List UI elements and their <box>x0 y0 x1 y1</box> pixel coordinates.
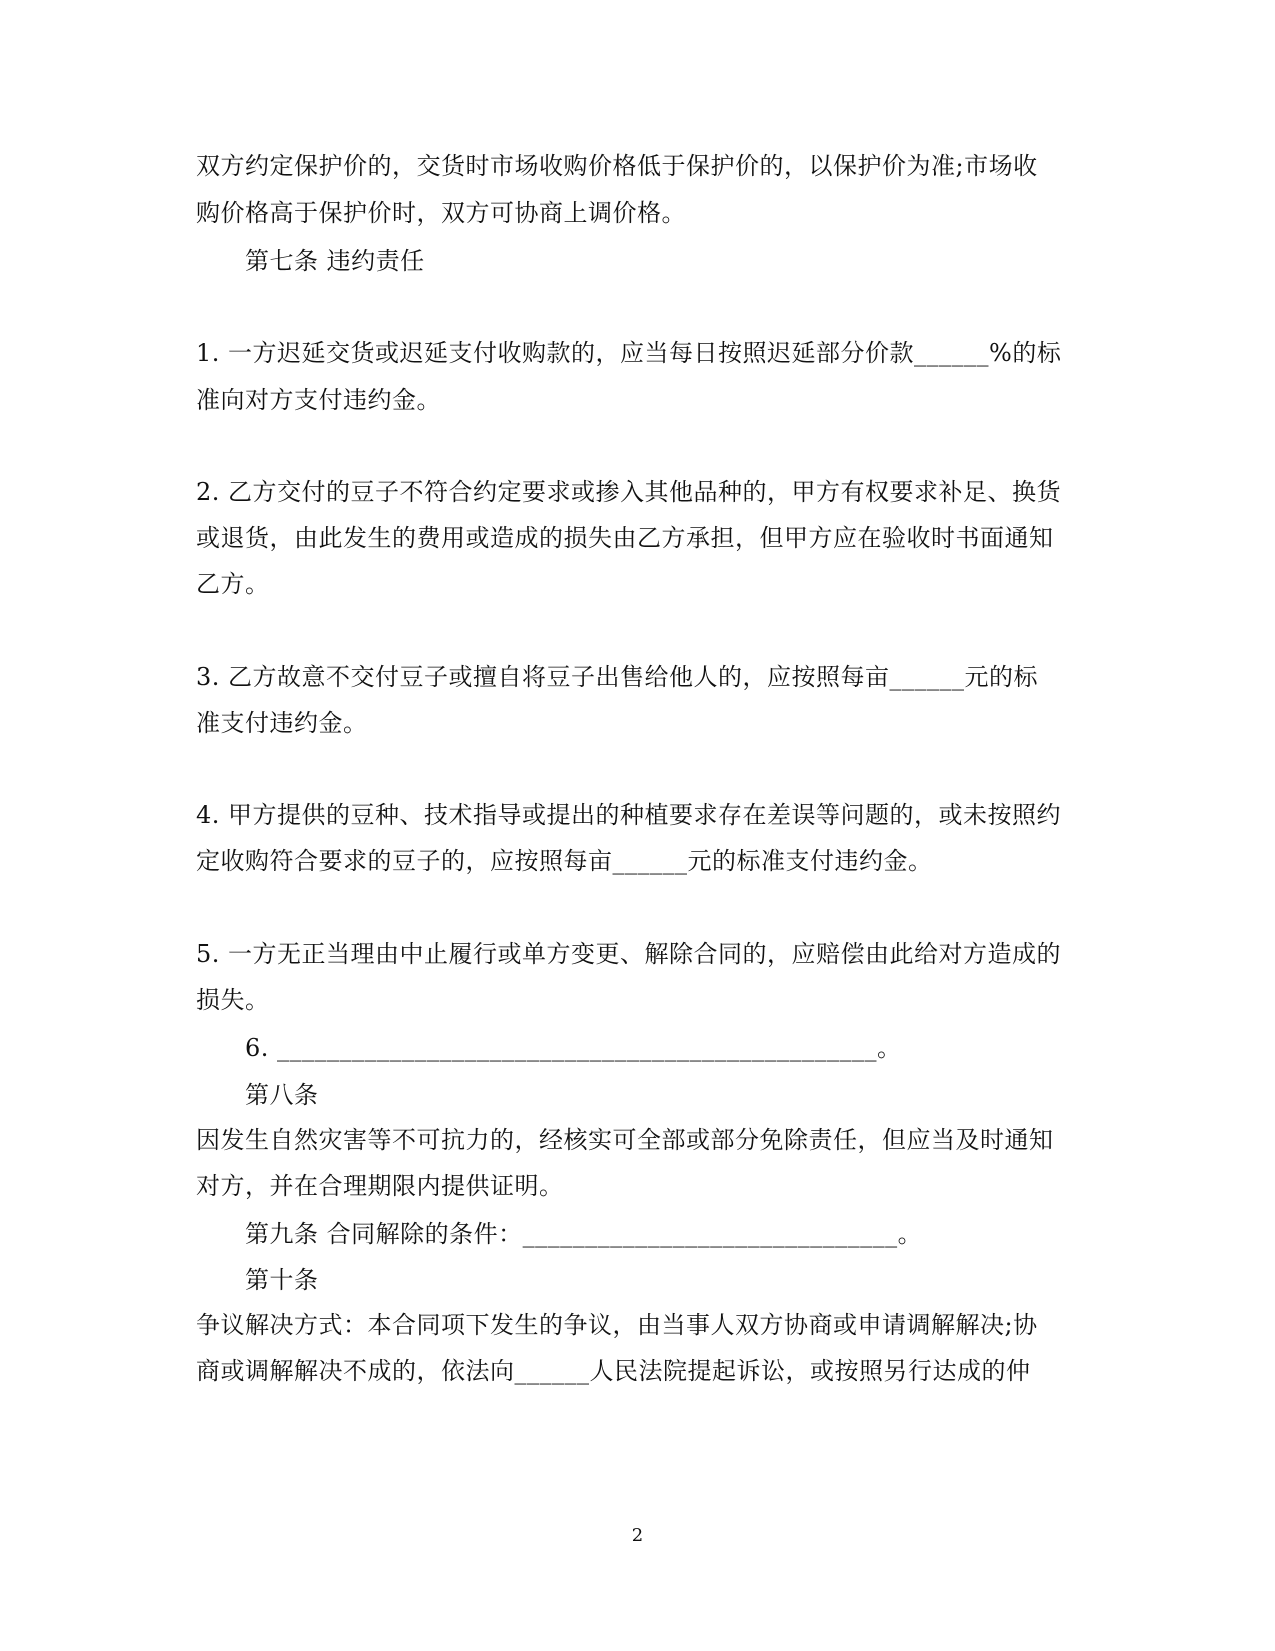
body-line-1: 双方约定保护价的，交货时市场收购价格低于保护价的，以保护价为准;市场收 <box>196 152 1038 180</box>
article-7-heading: 第七条 违约责任 <box>245 247 425 275</box>
clause-2-line-2: 或退货，由此发生的费用或造成的损失由乙方承担，但甲方应在验收时书面通知 <box>196 524 1054 552</box>
clause-4-line-2: 定收购符合要求的豆子的，应按照每亩______元的标准支付违约金。 <box>196 847 933 875</box>
article-8-line-2: 对方，并在合理期限内提供证明。 <box>196 1172 564 1200</box>
clause-5-line-2: 损失。 <box>196 986 270 1014</box>
article-8-line-1: 因发生自然灾害等不可抗力的，经核实可全部或部分免除责任，但应当及时通知 <box>196 1126 1054 1154</box>
clause-3-line-2: 准支付违约金。 <box>196 709 368 737</box>
article-9-line: 第九条 合同解除的条件：______________________________。 <box>245 1220 923 1248</box>
clause-4-line-1: 4. 甲方提供的豆种、技术指导或提出的种植要求存在差误等问题的，或未按照约 <box>196 801 1062 829</box>
clause-2-line-3: 乙方。 <box>196 570 270 598</box>
body-line-2: 购价格高于保护价时，双方可协商上调价格。 <box>196 199 686 227</box>
page-number: 2 <box>631 1525 644 1546</box>
article-10-line-1: 争议解决方式：本合同项下发生的争议，由当事人双方协商或申请调解解决;协 <box>196 1311 1038 1339</box>
article-10-heading: 第十条 <box>245 1266 319 1294</box>
article-10-line-2: 商或调解解决不成的，依法向______人民法院提起诉讼，或按照另行达成的仲 <box>196 1357 1031 1385</box>
clause-2-line-1: 2. 乙方交付的豆子不符合约定要求或掺入其他品种的，甲方有权要求补足、换货 <box>196 478 1062 506</box>
clause-5-line-1: 5. 一方无正当理由中止履行或单方变更、解除合同的，应赔偿由此给对方造成的 <box>196 940 1062 968</box>
clause-1-line-1: 1. 一方迟延交货或迟延支付收购款的，应当每日按照迟延部分价款______%的标 <box>196 339 1062 367</box>
clause-3-line-1: 3. 乙方故意不交付豆子或擅自将豆子出售给他人的，应按照每亩______元的标 <box>196 663 1039 691</box>
clause-6-line: 6. ________________________________________________。 <box>245 1034 902 1062</box>
article-8-heading: 第八条 <box>245 1081 319 1109</box>
clause-1-line-2: 准向对方支付违约金。 <box>196 386 441 414</box>
